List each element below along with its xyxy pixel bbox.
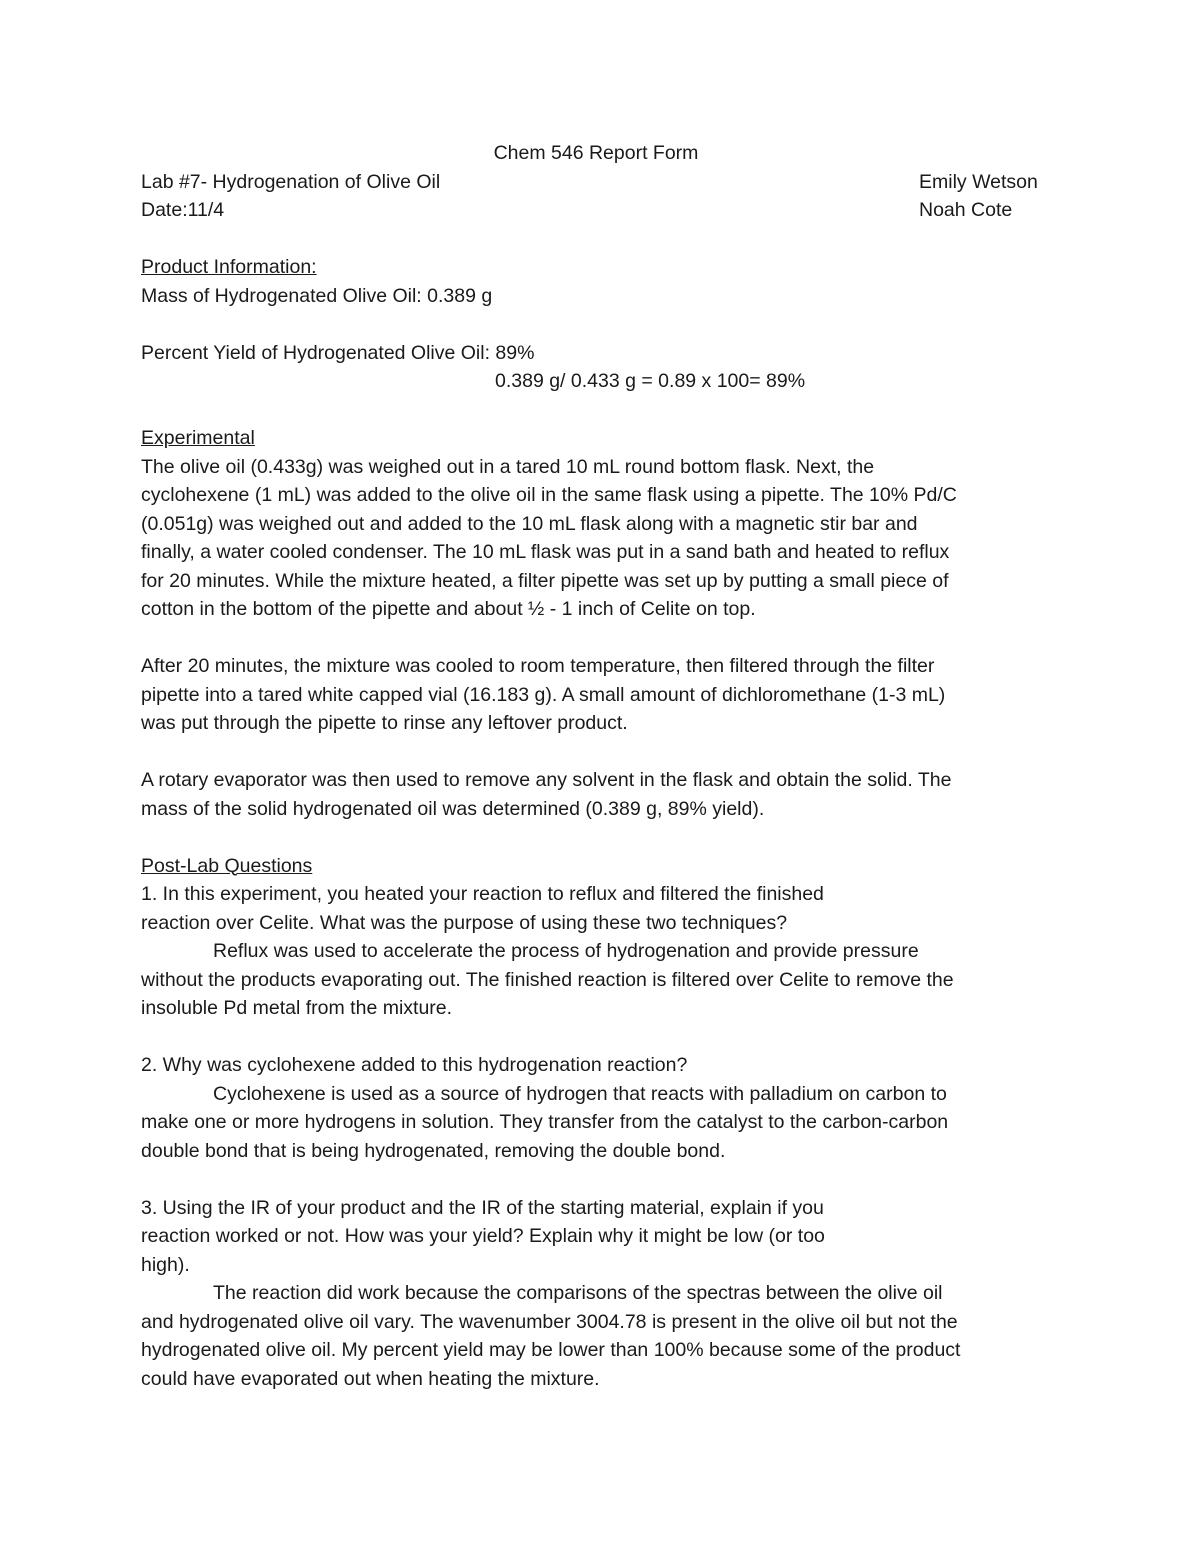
header-row-date — [141, 196, 1051, 225]
question-1 — [141, 880, 1051, 937]
question-line: 3. Using the IR of your product and the IR of the starting material, explain if you — [141, 1196, 824, 1219]
text-line: (0.051g) was weighed out and added to the 10 mL flask along with a magnetic stir bar and — [141, 512, 918, 535]
answer-line: Reflux was used to accelerate the process of hydrogenation and provide pressure — [213, 940, 919, 962]
experimental-paragraph-1 — [141, 453, 1051, 624]
question-2 — [141, 1051, 1051, 1080]
answer-line: double bond that is being hydrogenated, removing the double bond. — [141, 1139, 726, 1162]
spacer — [141, 624, 1051, 653]
answer-line: Cyclohexene is used as a source of hydrogen that reacts with palladium on carbon to — [213, 1082, 947, 1105]
product-info-heading: Product Information: — [141, 256, 317, 278]
answer-line: hydrogenated olive oil. My percent yield may be lower than 100% because some of the product — [141, 1339, 961, 1361]
text-line: After 20 minutes, the mixture was cooled to room temperature, then filtered through the filter — [141, 655, 935, 677]
text-line: cotton in the bottom of the pipette and about ½ - 1 inch of Celite on top. — [141, 598, 756, 620]
question-3 — [141, 1194, 1051, 1280]
question-line: reaction worked or not. How was your yield? Explain why it might be low (or too — [141, 1225, 825, 1247]
answer-2 — [141, 1080, 1051, 1166]
spacer — [141, 1023, 1051, 1052]
product-percent-yield: Percent Yield of Hydrogenated Olive Oil: 89% — [141, 341, 535, 364]
question-line: high). — [141, 1253, 190, 1276]
spacer — [141, 396, 1051, 425]
spacer — [141, 823, 1051, 852]
document-body — [141, 139, 1051, 1393]
answer-line: insoluble Pd metal from the mixture. — [141, 997, 453, 1019]
spacer — [141, 310, 1051, 339]
answer-line: could have evaporated out when heating the mixture. — [141, 1367, 600, 1390]
answer-line: The reaction did work because the comparisons of the spectras between the olive oil — [213, 1282, 943, 1304]
page-title: Chem 546 Report Form — [493, 142, 699, 164]
author-name-1: Emily Wetson — [919, 170, 1038, 193]
text-line: mass of the solid hydrogenated oil was determined (0.389 g, 89% yield). — [141, 797, 765, 820]
answer-3 — [141, 1279, 1051, 1393]
question-line: 2. Why was cyclohexene added to this hydrogenation reaction? — [141, 1054, 688, 1076]
answer-line: without the products evaporating out. The finished reaction is filtered over Celite to remove the — [141, 968, 954, 991]
text-line: A rotary evaporator was then used to remove any solvent in the flask and obtain the solid. The — [141, 769, 952, 791]
lab-title: Lab #7- Hydrogenation of Olive Oil — [141, 170, 441, 193]
author-name-2: Noah Cote — [919, 199, 1013, 221]
answer-1 — [141, 937, 1051, 1023]
question-line: 1. In this experiment, you heated your reaction to reflux and filtered the finished — [141, 883, 824, 905]
spacer — [141, 225, 1051, 254]
text-line: The olive oil (0.433g) was weighed out in a tared 10 mL round bottom flask. Next, the — [141, 455, 875, 478]
experimental-heading: Experimental — [141, 427, 255, 449]
post-lab-heading: Post-Lab Questions — [141, 854, 313, 877]
answer-line: and hydrogenated olive oil vary. The wavenumber 3004.78 is present in the olive oil but not the — [141, 1310, 958, 1333]
text-line: cyclohexene (1 mL) was added to the olive oil in the same flask using a pipette. The 10% Pd/C — [141, 484, 957, 506]
question-line: reaction over Celite. What was the purpose of using these two techniques? — [141, 911, 788, 934]
text-line: was put through the pipette to rinse any leftover product. — [141, 712, 628, 734]
answer-line: make one or more hydrogens in solution. They transfer from the catalyst to the carbon-carbon — [141, 1111, 949, 1133]
product-mass: Mass of Hydrogenated Olive Oil: 0.389 g — [141, 284, 493, 307]
spacer — [141, 738, 1051, 767]
yield-calculation: 0.389 g/ 0.433 g = 0.89 x 100= 89% — [495, 370, 806, 392]
lab-date: Date:11/4 — [141, 199, 225, 221]
experimental-paragraph-2 — [141, 652, 1051, 738]
spacer — [141, 1165, 1051, 1194]
text-line: for 20 minutes. While the mixture heated, a filter pipette was set up by putting a small piece of — [141, 569, 949, 592]
header-row-lab — [141, 168, 1051, 197]
text-line: finally, a water cooled condenser. The 10 mL flask was put in a sand bath and heated to reflux — [141, 541, 950, 563]
experimental-paragraph-3 — [141, 766, 1051, 823]
text-line: pipette into a tared white capped vial (16.183 g). A small amount of dichloromethane (1-3 mL) — [141, 683, 946, 706]
